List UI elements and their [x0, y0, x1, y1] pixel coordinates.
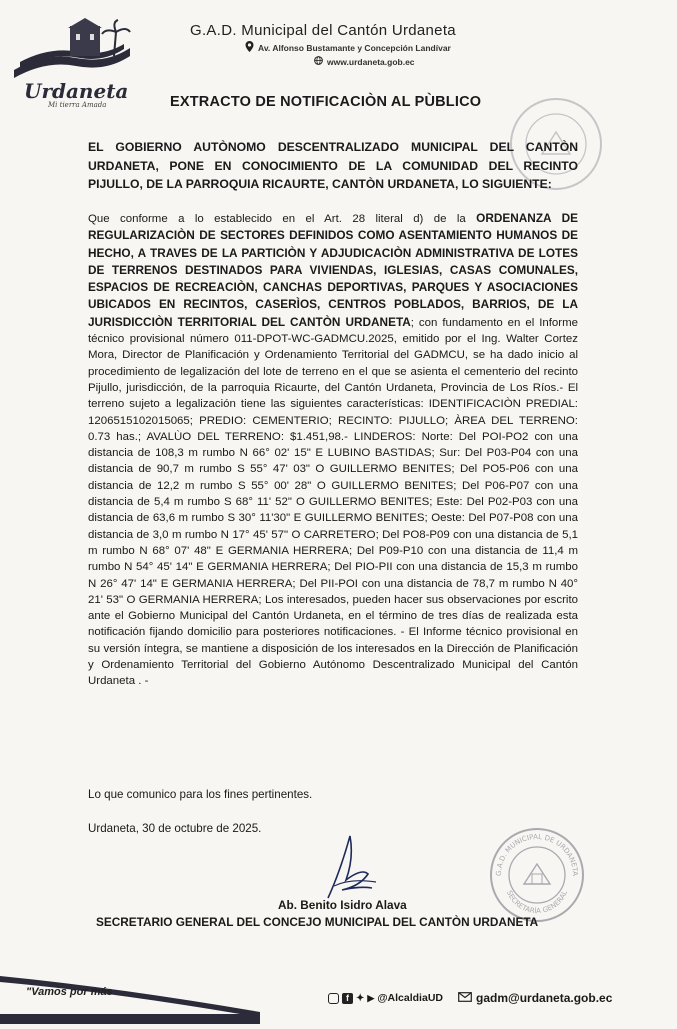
- logo-tagline: Mi tierra Amada: [48, 101, 107, 109]
- social-handle[interactable]: @AlcaldiaUD: [377, 992, 443, 1004]
- address-line: [245, 41, 520, 54]
- location-pin-icon: [245, 41, 254, 54]
- mail-icon: [458, 991, 472, 1005]
- email-link[interactable]: gadm@urdaneta.gob.ec: [476, 991, 613, 1005]
- date-line: Urdaneta, 30 de octubre de 2025.: [88, 822, 262, 835]
- address-text: Av. Alfonso Bustamante y Concepción Landívar: [258, 42, 451, 53]
- seal-bottom-text: SECRETARÍA GENERAL: [504, 889, 570, 916]
- youtube-icon[interactable]: ▶: [367, 992, 375, 1003]
- logo-text: Urdaneta: [24, 79, 129, 103]
- globe-icon: [314, 56, 323, 67]
- body-paragraph: [88, 210, 578, 690]
- ordinance-name: ORDENANZA DE REGULARIZACIÒN DE SECTORES DEFINIDOS COMO ASENTAMIENTO HUMANOS DE HECHO, A TRAVES DE LA PARTICIÒN Y ADJUDICACIÒN ADMINISTRATIVA DE LOTES DE TERRENOS DESTINADOS PARA VIVIENDAS, IGLESIAS, CASAS COMUNALES, ESPACIOS DE RECREACIÒN, CANCHAS DEPORTIVAS, PARQUES Y ASOCIACIONES UBICADOS EN RECINTOS, CASERÌOS, CENTROS POBLADOS, BARRIOS, DE LA JURISDICCIÒN TERRITORIAL DEL CANTÒN URDANETA: [88, 211, 578, 329]
- instagram-icon[interactable]: [328, 993, 339, 1004]
- seal-top-text: G.A.D. MUNICIPAL DE URDANETA: [494, 832, 580, 877]
- municipal-logo: [6, 18, 136, 110]
- social-handles: [328, 992, 443, 1004]
- footer-email: [458, 991, 612, 1005]
- intro-paragraph: EL GOBIERNO AUTÒNOMO DESCENTRALIZADO MUNICIPAL DEL CANTÒN URDANETA, PONE EN CONOCIMIENTO DE LA COMUNIDAD DEL RECINTO PIJULLO, DE LA PARROQUIA RICAURTE, CANTÒN URDANETA, LO SIGUIENTE:: [88, 140, 578, 191]
- body-lead: Que conforme a lo establecido en el Art. 28 literal d) de la: [88, 213, 477, 225]
- handwritten-signature: [310, 828, 390, 906]
- website-link[interactable]: www.urdaneta.gob.ec: [327, 56, 415, 67]
- document-title: EXTRACTO DE NOTIFICACIÒN AL PÙBLICO: [170, 94, 482, 110]
- org-name: G.A.D. Municipal del Cantón Urdaneta: [190, 22, 456, 39]
- footer-slogan: "Vamos por más: [26, 986, 113, 998]
- svg-text:SECRETARÍA GENERAL: [505, 889, 569, 915]
- letterhead: [190, 22, 520, 67]
- signer-name: Ab. Benito Isidro Alava: [278, 898, 407, 912]
- closing-line: Lo que comunico para los fines pertinentes.: [88, 788, 313, 801]
- body-rest: ; con fundamento en el Informe técnico provisional número 011-DPOT-WC-GADMCU.2025, emitido por el Ing. Walter Cortez Mora, Director de Planificación y Ordenamiento Territorial del GADMCU, se ha dado inicio al procedimiento de legalización del lote de terreno en el que se asienta el cementerio del recinto Pijullo, jurisdicción, de la parroquia Ricaurte, del Cantón Urdaneta, Provincia de Los Ríos.- El terreno sujeto a legalización tiene las siguientes características: IDENTIFICACIÒN PREDIAL: 1206515102015065; PREDIO: CEMENTERIO; RECINTO: PIJULLO; ÀREA DEL TERRENO: 0.73 has.; AVALÙO DEL TERRENO: $1.451,98.- LINDEROS: Norte: Del POI-PO2 con una distancia de 108,3 m rumbo N 66° 02' 15" E LUBINO BASTIDAS; Sur: Del P03-P04 con una distancia de 90,7 m rumbo S 55° 47' 03" O GUILLERMO BENITES; Del PO5-P06 con una distancia de 12,2 m rumbo S 55° 00' 28" O GUILLERMO BENITES; Del P06-P07 con una distancia de 5,4 m rumbo S 68° 11' 52" O GUILLERMO BENITES; Este: Del P02-P03 con una distancia de 63,6 m rumbo S 30° 11'30" E GUILLERMO BENITES; Oeste: Del P07-P08 con una distancia de 3,0 m rumbo N 17° 45' 57" O CARRETERO; Del PO8-P09 con una distancia de 5,1 m rumbo N 68° 07' 48" E GERMANIA HERRERA; Del P09-P10 con una distancia de 11,4 m rumbo N 54° 45' 14" E GERMANIA HERRERA; Del PIO-PII con una distancia de 15,3 m rumbo N 26° 47' 14" E GERMANIA HERRERA; Del PII-POI con una distancia de 78,7 m rumbo N 40° 21' 53" O GERMANIA HERRERA; Los interesados, pueden hacer sus observaciones por escrito ante el Gobierno Municipal del Cantón Urdaneta, en el término de tres días de realizada esta notificación fijando domicilio para posteriores notificaciones. - El Informe técnico provisional en su versión íntegra, se mantiene a disposición de los interesados en la Dirección de Planificación y Ordenamiento Territorial del Gobierno Autónomo Descentralizado Municipal del Cantón Urdaneta . -: [88, 316, 578, 688]
- twitter-icon[interactable]: ✦: [356, 992, 365, 1004]
- signer-role: SECRETARIO GENERAL DEL CONCEJO MUNICIPAL DEL CANTÒN URDANETA: [96, 915, 539, 929]
- facebook-icon[interactable]: f: [342, 993, 353, 1004]
- official-seal: [488, 826, 586, 924]
- website-line: [314, 56, 520, 67]
